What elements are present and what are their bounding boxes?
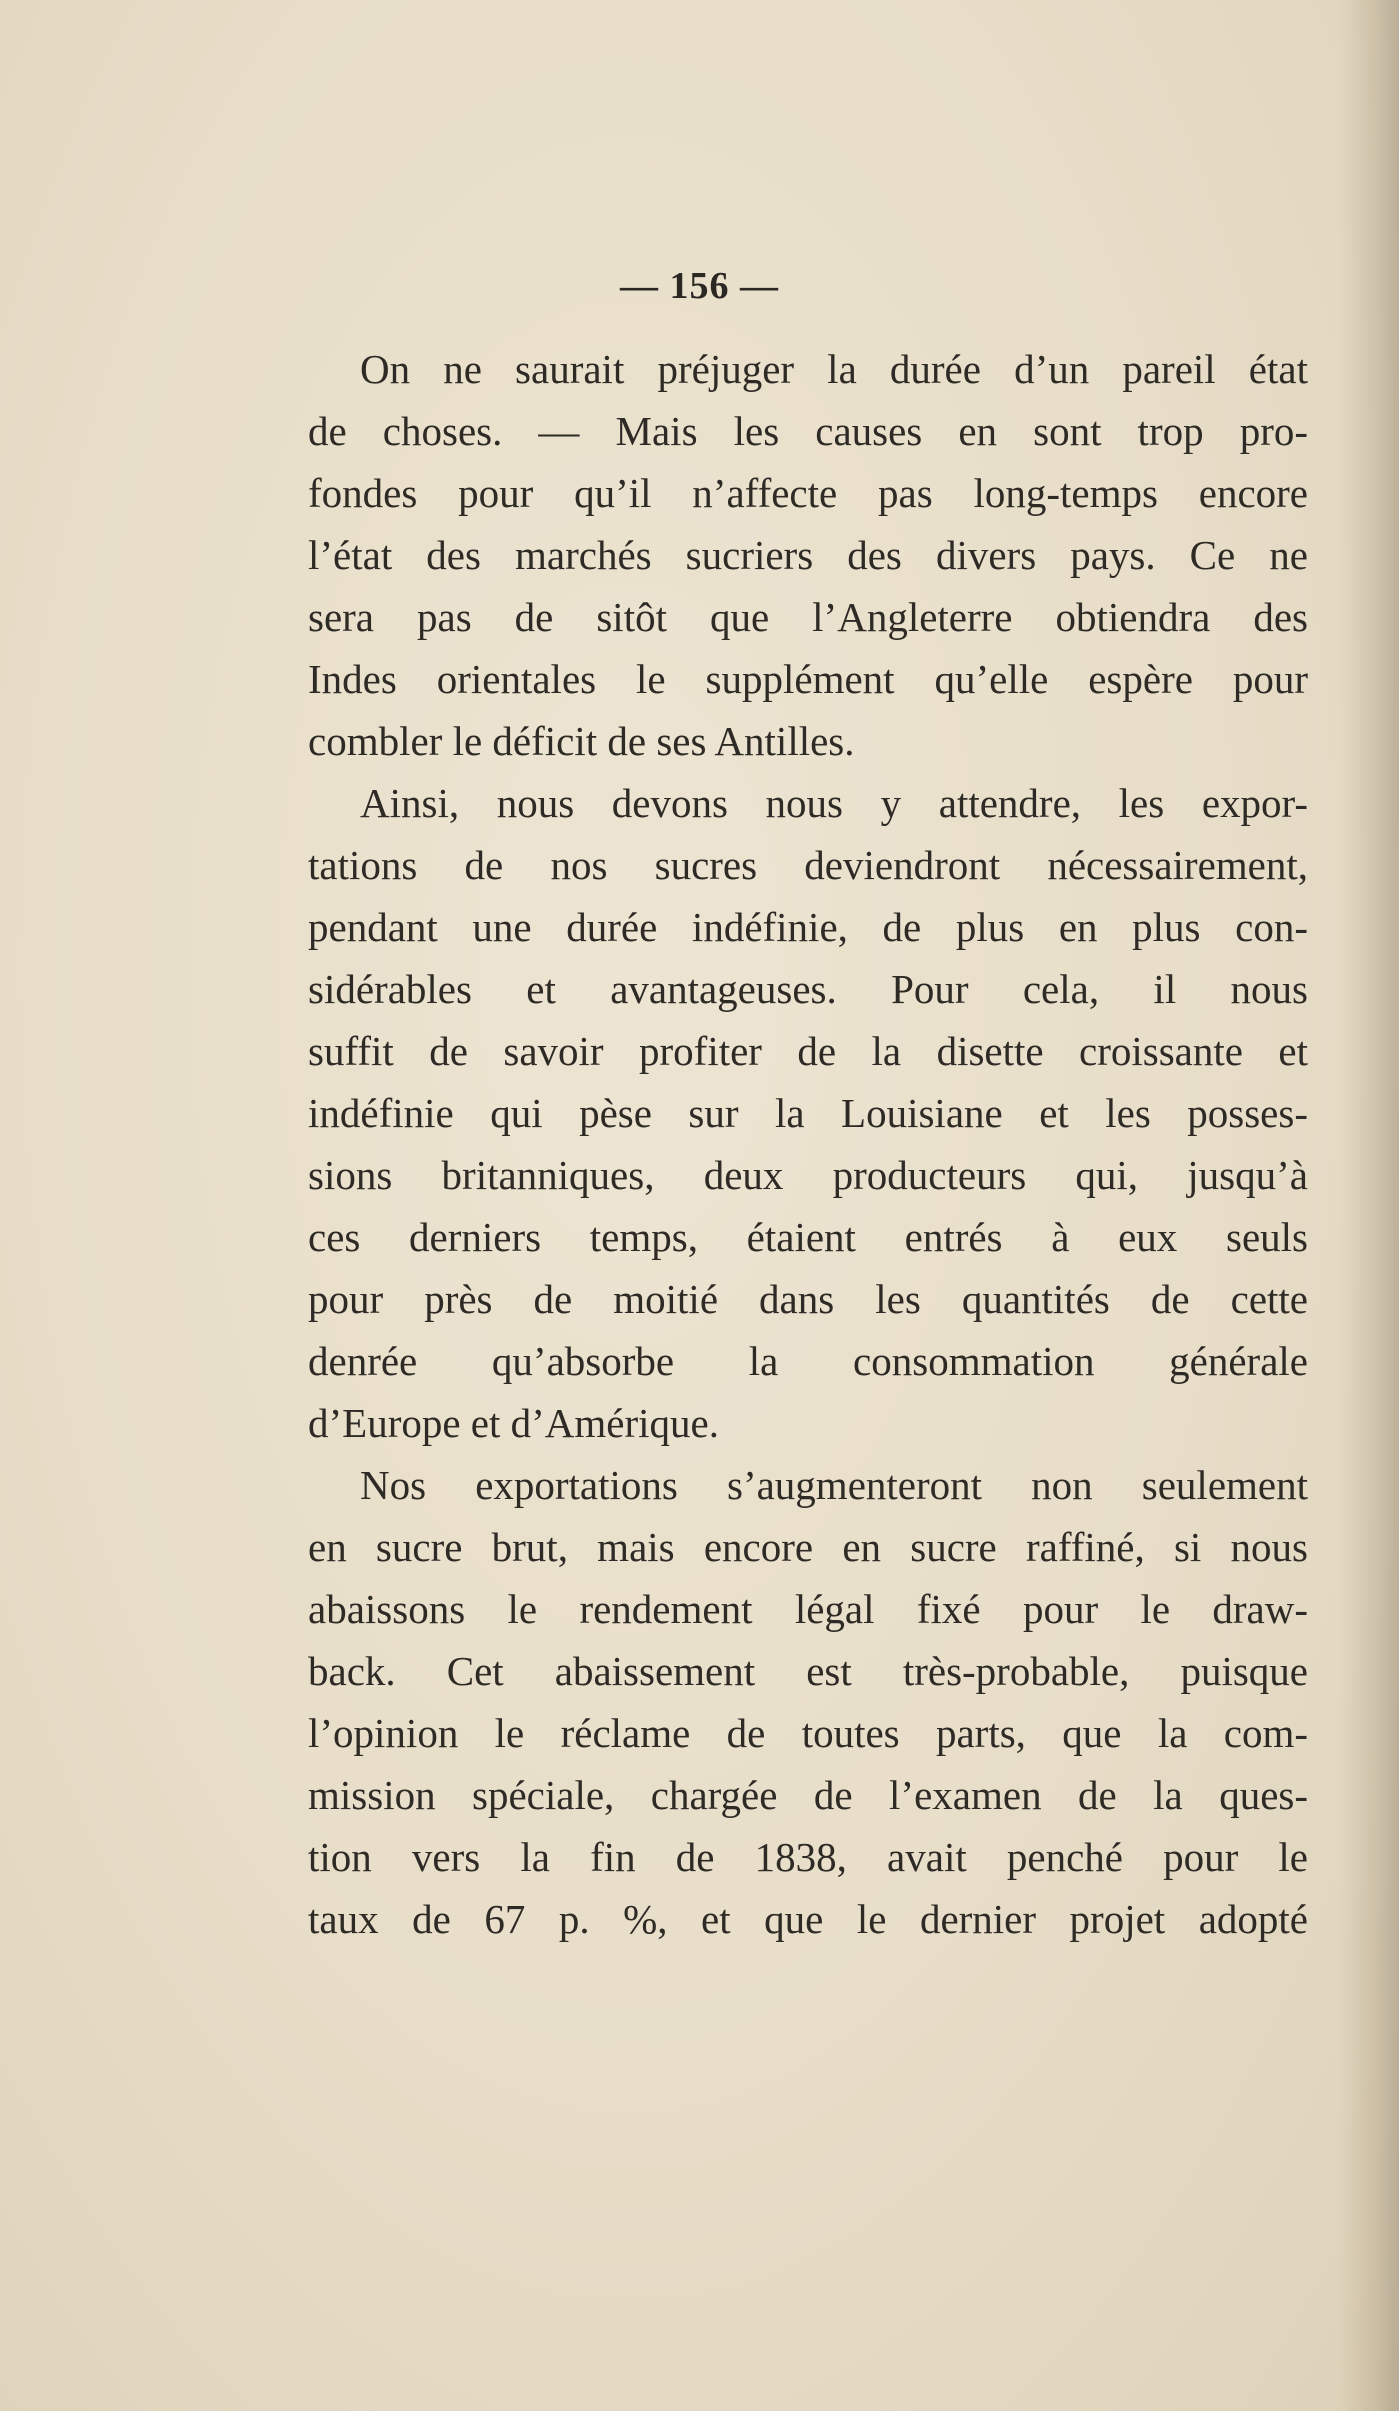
text-line: On ne saurait préjuger la durée d’un pareil état <box>360 346 1308 392</box>
page-number: — 156 — <box>620 265 779 307</box>
text-line: sidérables et avantageuses. Pour cela, il nous <box>308 966 1308 1012</box>
text-line: ces derniers temps, étaient entrés à eux seuls <box>308 1214 1308 1260</box>
text-line: indéfinie qui pèse sur la Louisiane et les posses- <box>308 1090 1308 1136</box>
text-line: tion vers la fin de 1838, avait penché pour le <box>308 1834 1308 1880</box>
text-line: Nos exportations s’augmenteront non seulement <box>360 1462 1308 1508</box>
text-line: sera pas de sitôt que l’Angleterre obtiendra des <box>308 594 1308 640</box>
text-line: l’état des marchés sucriers des divers pays. Ce ne <box>308 532 1308 578</box>
body-text <box>308 338 1308 1950</box>
text-line: pour près de moitié dans les quantités de cette <box>308 1276 1308 1322</box>
text-line: mission spéciale, chargée de l’examen de la ques- <box>308 1772 1308 1818</box>
text-line: d’Europe et d’Amérique. <box>308 1400 719 1446</box>
text-line: denrée qu’absorbe la consommation générale <box>308 1338 1308 1384</box>
text-line: combler le déficit de ses Antilles. <box>308 718 855 764</box>
text-line: suffit de savoir profiter de la disette croissante et <box>308 1028 1308 1074</box>
page-edge-shadow <box>1339 0 1399 2411</box>
text-line: sions britanniques, deux producteurs qui, jusqu’à <box>308 1152 1308 1198</box>
text-line: pendant une durée indéfinie, de plus en plus con- <box>308 904 1308 950</box>
text-line: tations de nos sucres deviendront nécessairement, <box>308 842 1308 888</box>
text-line: back. Cet abaissement est très-probable, puisque <box>308 1648 1308 1694</box>
text-line: fondes pour qu’il n’affecte pas long-temps encore <box>308 470 1308 516</box>
text-line: Indes orientales le supplément qu’elle espère pour <box>308 656 1308 702</box>
text-line: taux de 67 p. %, et que le dernier projet adopté <box>308 1896 1308 1942</box>
text-line: en sucre brut, mais encore en sucre raffiné, si nous <box>308 1524 1308 1570</box>
text-line: l’opinion le réclame de toutes parts, que la com- <box>308 1710 1308 1756</box>
text-line: de choses. — Mais les causes en sont trop pro- <box>308 408 1308 454</box>
text-line: abaissons le rendement légal fixé pour le draw- <box>308 1586 1308 1632</box>
text-line: Ainsi, nous devons nous y attendre, les expor- <box>360 780 1308 826</box>
